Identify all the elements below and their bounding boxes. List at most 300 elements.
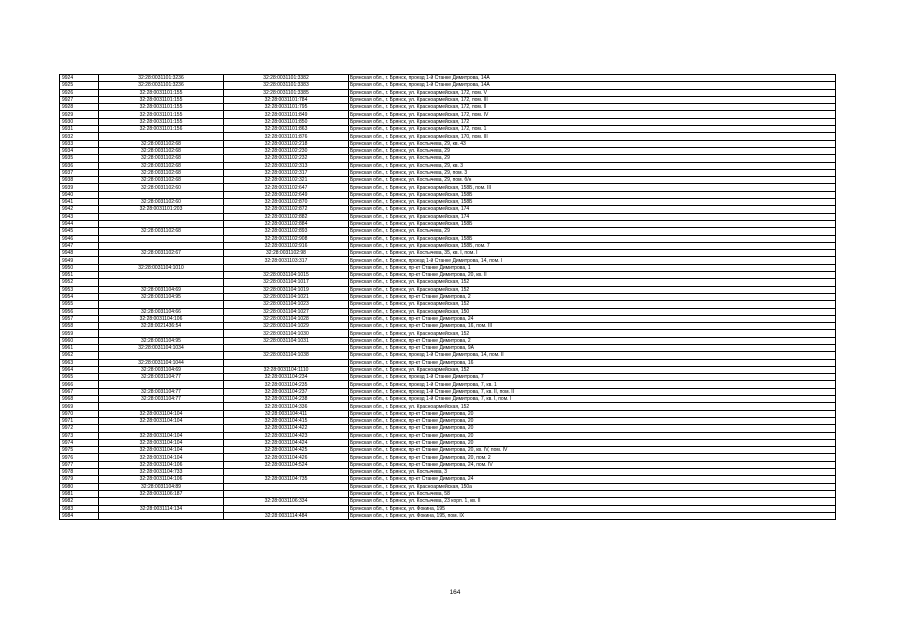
table-row xyxy=(60,381,836,388)
table-row xyxy=(60,498,836,505)
table-row xyxy=(60,220,836,227)
table-row xyxy=(60,512,836,519)
address-cell: Брянская обл., г. Брянск, ул. Красноармейская, 152 xyxy=(349,301,836,308)
land-cadastral-number-cell: 32:28:0031104:106 xyxy=(99,315,224,322)
address-cell: Брянская обл., г. Брянск, пр-кт Станке Димитрова, 24, пом. IV xyxy=(349,461,836,468)
table-row xyxy=(60,242,836,249)
row-number-cell: 9975 xyxy=(60,447,99,454)
row-number-cell: 9953 xyxy=(60,286,99,293)
address-cell: Брянская обл., г. Брянск, ул. Красноармейская, 158Б, пом. 7 xyxy=(349,242,836,249)
row-number-cell: 9984 xyxy=(60,512,99,519)
land-cadastral-number-cell: 32:28:0031104:733 xyxy=(99,469,224,476)
land-cadastral-number-cell: 32:28:0031101:155 xyxy=(99,118,224,125)
land-cadastral-number-cell: 32:28:0031102:68 xyxy=(99,177,224,184)
land-cadastral-number-cell xyxy=(99,220,224,227)
table-row xyxy=(60,461,836,468)
table-row xyxy=(60,140,836,147)
row-number-cell: 9925 xyxy=(60,82,99,89)
row-number-cell: 9964 xyxy=(60,366,99,373)
object-cadastral-number-cell: 32:28:0031104:423 xyxy=(224,432,349,439)
address-cell: Брянская обл., г. Брянск, проезд 1-й Станке Димитрова, 7, кв. I, пом. I xyxy=(349,396,836,403)
table-row xyxy=(60,439,836,446)
object-cadastral-number-cell: 32:28:0031104:735 xyxy=(224,476,349,483)
object-cadastral-number-cell: 32:28:0031102:230 xyxy=(224,147,349,154)
object-cadastral-number-cell: 32:28:0031102:916 xyxy=(224,242,349,249)
land-cadastral-number-cell: 32:28:0031104:77 xyxy=(99,374,224,381)
address-cell: Брянская обл., г. Брянск, пр-кт Станке Димитрова, 2 xyxy=(349,337,836,344)
table-row xyxy=(60,425,836,432)
object-cadastral-number-cell: 32:28:0031101:795 xyxy=(224,104,349,111)
object-cadastral-number-cell: 32:28:0031103:317 xyxy=(224,257,349,264)
land-cadastral-number-cell: 32:28:0031104:69 xyxy=(99,286,224,293)
land-cadastral-number-cell: 32:28:0031104:77 xyxy=(99,388,224,395)
row-number-cell: 9929 xyxy=(60,111,99,118)
land-cadastral-number-cell: 32:28:0031114:134 xyxy=(99,505,224,512)
row-number-cell: 9968 xyxy=(60,396,99,403)
row-number-cell: 9946 xyxy=(60,235,99,242)
row-number-cell: 9958 xyxy=(60,323,99,330)
address-cell: Брянская обл., г. Брянск, ул. Красноармейская, 150а xyxy=(349,483,836,490)
object-cadastral-number-cell: 32:28:0031104:1027 xyxy=(224,308,349,315)
land-cadastral-number-cell: 32:28:0031102:68 xyxy=(99,140,224,147)
object-cadastral-number-cell: 32:28:0031104:1029 xyxy=(224,323,349,330)
table-row xyxy=(60,279,836,286)
table-row xyxy=(60,483,836,490)
land-cadastral-number-cell: 32:28:0031102:60 xyxy=(99,184,224,191)
address-cell: Брянская обл., г. Брянск, ул. Красноармейская, 174 xyxy=(349,213,836,220)
table-row xyxy=(60,184,836,191)
address-cell: Брянская обл., г. Брянск, ул. Красноармейская, 172, пом. V xyxy=(349,89,836,96)
table-row xyxy=(60,344,836,351)
table-row xyxy=(60,432,836,439)
land-cadastral-number-cell: 32:28:0031102:68 xyxy=(99,155,224,162)
row-number-cell: 9938 xyxy=(60,177,99,184)
address-cell: Брянская обл., г. Брянск, ул. Красноармейская, 174 xyxy=(349,206,836,213)
land-cadastral-number-cell: 32:28:0031104:77 xyxy=(99,396,224,403)
object-cadastral-number-cell: 32:28:0031102:882 xyxy=(224,213,349,220)
table-row xyxy=(60,118,836,125)
object-cadastral-number-cell: 32:28:0031104:1021 xyxy=(224,293,349,300)
row-number-cell: 9981 xyxy=(60,490,99,497)
object-cadastral-number-cell: 32:28:0031104:524 xyxy=(224,461,349,468)
table-row xyxy=(60,169,836,176)
row-number-cell: 9979 xyxy=(60,476,99,483)
address-cell: Брянская обл., г. Брянск, ул. Красноармейская, 172 xyxy=(349,118,836,125)
table-body xyxy=(60,75,836,520)
table-row xyxy=(60,228,836,235)
object-cadastral-number-cell: 32:28:0031104:1019 xyxy=(224,286,349,293)
land-cadastral-number-cell: 32:28:0031102:67 xyxy=(99,250,224,257)
address-cell: Брянская обл., г. Брянск, ул. Красноармейская, 172, пом. 1 xyxy=(349,126,836,133)
row-number-cell: 9950 xyxy=(60,264,99,271)
row-number-cell: 9926 xyxy=(60,89,99,96)
object-cadastral-number-cell: 32:28:0031102:893 xyxy=(224,228,349,235)
land-cadastral-number-cell: 32:28:0031104:104 xyxy=(99,417,224,424)
address-cell: Брянская обл., г. Брянск, ул. Костычева, 35, кв. I, пом. I xyxy=(349,250,836,257)
object-cadastral-number-cell: 32:28:0031104:238 xyxy=(224,396,349,403)
table-row xyxy=(60,308,836,315)
row-number-cell: 9982 xyxy=(60,498,99,505)
address-cell: Брянская обл., г. Брянск, ул. Красноармейская, 158Б xyxy=(349,199,836,206)
address-cell: Брянская обл., г. Брянск, пр-кт Станке Димитрова, 2 xyxy=(349,293,836,300)
table-row xyxy=(60,206,836,213)
address-cell: Брянская обл., г. Брянск, ул. Костычева, 3 xyxy=(349,469,836,476)
address-cell: Брянская обл., г. Брянск, проезд 1-й Станке Димитрова, 14А xyxy=(349,82,836,89)
table-row xyxy=(60,272,836,279)
address-cell: Брянская обл., г. Брянск, проезд 1-й Станке Димитрова, 7 xyxy=(349,374,836,381)
table-row xyxy=(60,177,836,184)
land-cadastral-number-cell xyxy=(99,352,224,359)
row-number-cell: 9947 xyxy=(60,242,99,249)
object-cadastral-number-cell: 32:28:0031102:884 xyxy=(224,220,349,227)
object-cadastral-number-cell: 32:28:0031102:649 xyxy=(224,191,349,198)
object-cadastral-number-cell: 32:28:0031102:870 xyxy=(224,199,349,206)
land-cadastral-number-cell xyxy=(99,242,224,249)
address-cell: Брянская обл., г. Брянск, пр-кт Станке Димитрова, 1 xyxy=(349,264,836,271)
object-cadastral-number-cell: 32:28:0031104:1023 xyxy=(224,301,349,308)
address-cell: Брянская обл., г. Брянск, пр-кт Станке Димитрова, 24 xyxy=(349,476,836,483)
address-cell: Брянская обл., г. Брянск, пр-кт Станке Димитрова, 20 xyxy=(349,410,836,417)
row-number-cell: 9956 xyxy=(60,308,99,315)
object-cadastral-number-cell: 32:28:0031104:411 xyxy=(224,410,349,417)
row-number-cell: 9931 xyxy=(60,126,99,133)
address-cell: Брянская обл., г. Брянск, пр-кт Станке Димитрова, 9А xyxy=(349,344,836,351)
land-cadastral-number-cell: 32:28:0031104:95 xyxy=(99,337,224,344)
row-number-cell: 9965 xyxy=(60,374,99,381)
land-cadastral-number-cell: 32:28:0031104:69 xyxy=(99,366,224,373)
address-cell: Брянская обл., г. Брянск, проезд 1-й Станке Димитрова, 14, пом. II xyxy=(349,352,836,359)
row-number-cell: 9959 xyxy=(60,330,99,337)
table-row xyxy=(60,337,836,344)
row-number-cell: 9932 xyxy=(60,133,99,140)
address-cell: Брянская обл., г. Брянск, пр-кт Станке Димитрова, 24 xyxy=(349,315,836,322)
row-number-cell: 9949 xyxy=(60,257,99,264)
table-row xyxy=(60,286,836,293)
address-cell: Брянская обл., г. Брянск, ул. Красноармейская, 158Б xyxy=(349,191,836,198)
table-row xyxy=(60,250,836,257)
table-row xyxy=(60,454,836,461)
address-cell: Брянская обл., г. Брянск, ул. Костычева, 29, кв. 3 xyxy=(349,162,836,169)
land-cadastral-number-cell: 32:28:0031101:203 xyxy=(99,206,224,213)
object-cadastral-number-cell xyxy=(224,505,349,512)
row-number-cell: 9928 xyxy=(60,104,99,111)
object-cadastral-number-cell: 32:28:0031104:425 xyxy=(224,447,349,454)
row-number-cell: 9967 xyxy=(60,388,99,395)
row-number-cell: 9966 xyxy=(60,381,99,388)
object-cadastral-number-cell: 32:28:0031104:336 xyxy=(224,403,349,410)
table-row xyxy=(60,366,836,373)
table-row xyxy=(60,104,836,111)
address-cell: Брянская обл., г. Брянск, ул. Костычева, 58 xyxy=(349,490,836,497)
row-number-cell: 9972 xyxy=(60,425,99,432)
table-row xyxy=(60,147,836,154)
object-cadastral-number-cell: 32:28:0031114:484 xyxy=(224,512,349,519)
land-cadastral-number-cell: 32:28:0031104:66 xyxy=(99,308,224,315)
land-cadastral-number-cell xyxy=(99,512,224,519)
land-cadastral-number-cell xyxy=(99,272,224,279)
land-cadastral-number-cell xyxy=(99,133,224,140)
object-cadastral-number-cell: 32:28:0031102:647 xyxy=(224,184,349,191)
row-number-cell: 9944 xyxy=(60,220,99,227)
row-number-cell: 9933 xyxy=(60,140,99,147)
row-number-cell: 9942 xyxy=(60,206,99,213)
object-cadastral-number-cell: 32:28:0031101:850 xyxy=(224,118,349,125)
object-cadastral-number-cell: 32:28:0031104:1038 xyxy=(224,352,349,359)
row-number-cell: 9971 xyxy=(60,417,99,424)
address-cell: Брянская обл., г. Брянск, ул. Костычева, 29, пом. 3 xyxy=(349,169,836,176)
land-cadastral-number-cell xyxy=(99,381,224,388)
row-number-cell: 9948 xyxy=(60,250,99,257)
table-row xyxy=(60,490,836,497)
row-number-cell: 9939 xyxy=(60,184,99,191)
object-cadastral-number-cell: 32:28:0031102:98 xyxy=(224,250,349,257)
land-cadastral-number-cell: 32:28:0031104:1034 xyxy=(99,344,224,351)
table-row xyxy=(60,235,836,242)
address-cell: Брянская обл., г. Брянск, ул. Красноармейская, 158Б xyxy=(349,235,836,242)
land-cadastral-number-cell xyxy=(99,213,224,220)
land-cadastral-number-cell: 32:28:0031104:104 xyxy=(99,447,224,454)
address-cell: Брянская обл., г. Брянск, ул. Красноармейская, 172, пом. III xyxy=(349,96,836,103)
address-cell: Брянская обл., г. Брянск, ул. Красноармейская, 158Б xyxy=(349,220,836,227)
address-cell: Брянская обл., г. Брянск, ул. Красноармейская, 152 xyxy=(349,403,836,410)
table-row xyxy=(60,388,836,395)
table-row xyxy=(60,257,836,264)
object-cadastral-number-cell: 32:28:0031102:232 xyxy=(224,155,349,162)
address-cell: Брянская обл., г. Брянск, проезд 1-й Станке Димитрова, 7, кв. II, пом. II xyxy=(349,388,836,395)
address-cell: Брянская обл., г. Брянск, пр-кт Станке Димитрова, 20 xyxy=(349,425,836,432)
object-cadastral-number-cell: 32:28:0031104:1017 xyxy=(224,279,349,286)
object-cadastral-number-cell: 32:28:0031104:1015 xyxy=(224,272,349,279)
table-row xyxy=(60,417,836,424)
row-number-cell: 9973 xyxy=(60,432,99,439)
object-cadastral-number-cell: 32:28:0031101:876 xyxy=(224,133,349,140)
land-cadastral-number-cell: 32:28:0031101:3236 xyxy=(99,75,224,82)
object-cadastral-number-cell: 32:28:0031104:424 xyxy=(224,439,349,446)
land-cadastral-number-cell: 32:28:0031102:68 xyxy=(99,169,224,176)
land-cadastral-number-cell xyxy=(99,301,224,308)
row-number-cell: 9983 xyxy=(60,505,99,512)
land-cadastral-number-cell: 32:28:0031104:1044 xyxy=(99,359,224,366)
land-cadastral-number-cell xyxy=(99,279,224,286)
object-cadastral-number-cell xyxy=(224,469,349,476)
row-number-cell: 9927 xyxy=(60,96,99,103)
land-cadastral-number-cell: 32:28:0031102:60 xyxy=(99,199,224,206)
row-number-cell: 9940 xyxy=(60,191,99,198)
table-row xyxy=(60,75,836,82)
object-cadastral-number-cell: 32:28:0031104:1031 xyxy=(224,337,349,344)
address-cell: Брянская обл., г. Брянск, ул. Костычева, 23 корп. 1, кв. II xyxy=(349,498,836,505)
object-cadastral-number-cell: 32:28:0031101:784 xyxy=(224,96,349,103)
land-cadastral-number-cell: 32:28:0031104:89 xyxy=(99,483,224,490)
table-row xyxy=(60,403,836,410)
object-cadastral-number-cell: 32:28:0031101:3385 xyxy=(224,89,349,96)
row-number-cell: 9941 xyxy=(60,199,99,206)
land-cadastral-number-cell: 32:28:0031104:1010 xyxy=(99,264,224,271)
land-cadastral-number-cell xyxy=(99,498,224,505)
table-row xyxy=(60,293,836,300)
land-cadastral-number-cell: 32:28:0031104:104 xyxy=(99,432,224,439)
object-cadastral-number-cell: 32:28:0031104:234 xyxy=(224,374,349,381)
table-row xyxy=(60,396,836,403)
object-cadastral-number-cell: 32:28:0031104:426 xyxy=(224,454,349,461)
land-cadastral-number-cell: 32:28:0031104:106 xyxy=(99,476,224,483)
object-cadastral-number-cell: 32:28:0031104:415 xyxy=(224,417,349,424)
table-row xyxy=(60,476,836,483)
address-cell: Брянская обл., г. Брянск, ул. Фокина, 195, пом. IX xyxy=(349,512,836,519)
land-cadastral-number-cell: 32:28:0031101:156 xyxy=(99,126,224,133)
table-row xyxy=(60,111,836,118)
object-cadastral-number-cell: 32:28:0031101:3383 xyxy=(224,82,349,89)
address-cell: Брянская обл., г. Брянск, ул. Красноармейская, 172, пом. IV xyxy=(349,111,836,118)
land-cadastral-number-cell: 32:28:0031101:155 xyxy=(99,111,224,118)
land-cadastral-number-cell xyxy=(99,425,224,432)
land-cadastral-number-cell: 32:28:0031101:155 xyxy=(99,96,224,103)
land-cadastral-number-cell: 32:28:0031104:106 xyxy=(99,461,224,468)
land-cadastral-number-cell: 32:28:0031102:68 xyxy=(99,228,224,235)
address-cell: Брянская обл., г. Брянск, проезд 1-й Станке Димитрова, 14А xyxy=(349,75,836,82)
object-cadastral-number-cell: 32:28:0031104:422 xyxy=(224,425,349,432)
row-number-cell: 9976 xyxy=(60,454,99,461)
address-cell: Брянская обл., г. Брянск, пр-кт Станке Димитрова, 20, кв. II xyxy=(349,272,836,279)
address-cell: Брянская обл., г. Брянск, пр-кт Станке Димитрова, 16 xyxy=(349,359,836,366)
table-row xyxy=(60,133,836,140)
address-cell: Брянская обл., г. Брянск, пр-кт Станке Димитрова, 20, кв. IV, пом. IV xyxy=(349,447,836,454)
address-cell: Брянская обл., г. Брянск, пр-кт Станке Димитрова, 20 xyxy=(349,432,836,439)
object-cadastral-number-cell: 32:28:0031104:1110 xyxy=(224,366,349,373)
table-row xyxy=(60,213,836,220)
row-number-cell: 9937 xyxy=(60,169,99,176)
row-number-cell: 9951 xyxy=(60,272,99,279)
land-cadastral-number-cell: 32:28:0031104:104 xyxy=(99,454,224,461)
object-cadastral-number-cell: 32:28:0031101:863 xyxy=(224,126,349,133)
row-number-cell: 9945 xyxy=(60,228,99,235)
row-number-cell: 9978 xyxy=(60,469,99,476)
table-row xyxy=(60,301,836,308)
land-cadastral-number-cell: 32:28:0031101:155 xyxy=(99,104,224,111)
object-cadastral-number-cell: 32:28:0031102:321 xyxy=(224,177,349,184)
row-number-cell: 9963 xyxy=(60,359,99,366)
address-cell: Брянская обл., г. Брянск, ул. Костычева, 29 xyxy=(349,147,836,154)
land-cadastral-number-cell: 32:28:0031104:104 xyxy=(99,439,224,446)
address-cell: Брянская обл., г. Брянск, ул. Красноармейская, 150 xyxy=(349,308,836,315)
land-cadastral-number-cell xyxy=(99,257,224,264)
address-cell: Брянская обл., г. Брянск, ул. Фокина, 195 xyxy=(349,505,836,512)
row-number-cell: 9960 xyxy=(60,337,99,344)
row-number-cell: 9980 xyxy=(60,483,99,490)
row-number-cell: 9962 xyxy=(60,352,99,359)
address-cell: Брянская обл., г. Брянск, ул. Красноармейская, 158Б, пом. III xyxy=(349,184,836,191)
land-cadastral-number-cell: 32:28:0031104:104 xyxy=(99,410,224,417)
address-cell: Брянская обл., г. Брянск, ул. Костычева, 29, кв. 43 xyxy=(349,140,836,147)
table-row xyxy=(60,330,836,337)
table-row xyxy=(60,469,836,476)
address-cell: Брянская обл., г. Брянск, ул. Красноармейская, 170, пом. III xyxy=(349,133,836,140)
table-row xyxy=(60,82,836,89)
land-cadastral-number-cell xyxy=(99,235,224,242)
address-cell: Брянская обл., г. Брянск, ул. Красноармейская, 152 xyxy=(349,279,836,286)
row-number-cell: 9955 xyxy=(60,301,99,308)
land-cadastral-number-cell xyxy=(99,403,224,410)
object-cadastral-number-cell: 32:28:0031101:849 xyxy=(224,111,349,118)
table-row xyxy=(60,199,836,206)
row-number-cell: 9954 xyxy=(60,293,99,300)
land-cadastral-number-cell: 32:28:0031101:3236 xyxy=(99,82,224,89)
object-cadastral-number-cell: 32:28:0031104:1028 xyxy=(224,315,349,322)
address-cell: Брянская обл., г. Брянск, ул. Красноармейская, 152 xyxy=(349,366,836,373)
table-row xyxy=(60,410,836,417)
object-cadastral-number-cell xyxy=(224,344,349,351)
land-cadastral-number-cell xyxy=(99,191,224,198)
address-cell: Брянская обл., г. Брянск, пр-кт Станке Димитрова, 16, пом. III xyxy=(349,323,836,330)
object-cadastral-number-cell: 32:28:0031106:334 xyxy=(224,498,349,505)
address-cell: Брянская обл., г. Брянск, пр-кт Станке Димитрова, 20 xyxy=(349,417,836,424)
table-row xyxy=(60,315,836,322)
address-cell: Брянская обл., г. Брянск, проезд 1-й Станке Димитрова, 7, кв. 1 xyxy=(349,381,836,388)
land-cadastral-number-cell xyxy=(99,330,224,337)
table-row xyxy=(60,89,836,96)
row-number-cell: 9974 xyxy=(60,439,99,446)
address-cell: Брянская обл., г. Брянск, ул. Красноармейская, 152 xyxy=(349,286,836,293)
row-number-cell: 9924 xyxy=(60,75,99,82)
address-cell: Брянская обл., г. Брянск, ул. Красноармейская, 172, пом. II xyxy=(349,104,836,111)
row-number-cell: 9952 xyxy=(60,279,99,286)
table-row xyxy=(60,352,836,359)
row-number-cell: 9936 xyxy=(60,162,99,169)
address-cell: Брянская обл., г. Брянск, пр-кт Станке Димитрова, 20, пом. 2 xyxy=(349,454,836,461)
object-cadastral-number-cell: 32:28:0031102:218 xyxy=(224,140,349,147)
row-number-cell: 9957 xyxy=(60,315,99,322)
address-cell: Брянская обл., г. Брянск, проезд 1-й Станке Димитрова, 14, пом. I xyxy=(349,257,836,264)
land-cadastral-number-cell: 32:28:0031102:68 xyxy=(99,147,224,154)
row-number-cell: 9930 xyxy=(60,118,99,125)
table-row xyxy=(60,374,836,381)
table-row xyxy=(60,359,836,366)
table-row xyxy=(60,162,836,169)
row-number-cell: 9969 xyxy=(60,403,99,410)
page-number: 164 xyxy=(449,589,461,596)
table-row xyxy=(60,191,836,198)
object-cadastral-number-cell xyxy=(224,264,349,271)
object-cadastral-number-cell: 32:28:0031101:3382 xyxy=(224,75,349,82)
row-number-cell: 9977 xyxy=(60,461,99,468)
row-number-cell: 9970 xyxy=(60,410,99,417)
object-cadastral-number-cell: 32:28:0031104:1030 xyxy=(224,330,349,337)
table-row xyxy=(60,264,836,271)
object-cadastral-number-cell xyxy=(224,359,349,366)
address-cell: Брянская обл., г. Брянск, ул. Костычева, 29, пом. б/н xyxy=(349,177,836,184)
row-number-cell: 9934 xyxy=(60,147,99,154)
table-row xyxy=(60,155,836,162)
row-number-cell: 9935 xyxy=(60,155,99,162)
row-number-cell: 9961 xyxy=(60,344,99,351)
land-cadastral-number-cell: 32:28:0021436:54 xyxy=(99,323,224,330)
object-cadastral-number-cell xyxy=(224,483,349,490)
address-cell: Брянская обл., г. Брянск, ул. Костычева, 29 xyxy=(349,155,836,162)
table-row xyxy=(60,323,836,330)
land-cadastral-number-cell: 32:28:0031104:95 xyxy=(99,293,224,300)
object-cadastral-number-cell: 32:28:0031104:235 xyxy=(224,381,349,388)
object-cadastral-number-cell: 32:28:0031102:313 xyxy=(224,162,349,169)
table-row xyxy=(60,447,836,454)
object-cadastral-number-cell: 32:28:0031102:908 xyxy=(224,235,349,242)
object-cadastral-number-cell: 32:28:0031102:872 xyxy=(224,206,349,213)
land-cadastral-number-cell: 32:28:0031101:155 xyxy=(99,89,224,96)
land-cadastral-number-cell: 32:28:0031102:68 xyxy=(99,162,224,169)
row-number-cell: 9943 xyxy=(60,213,99,220)
table-row xyxy=(60,96,836,103)
address-cell: Брянская обл., г. Брянск, ул. Красноармейская, 152 xyxy=(349,330,836,337)
cadastral-table xyxy=(59,74,836,520)
